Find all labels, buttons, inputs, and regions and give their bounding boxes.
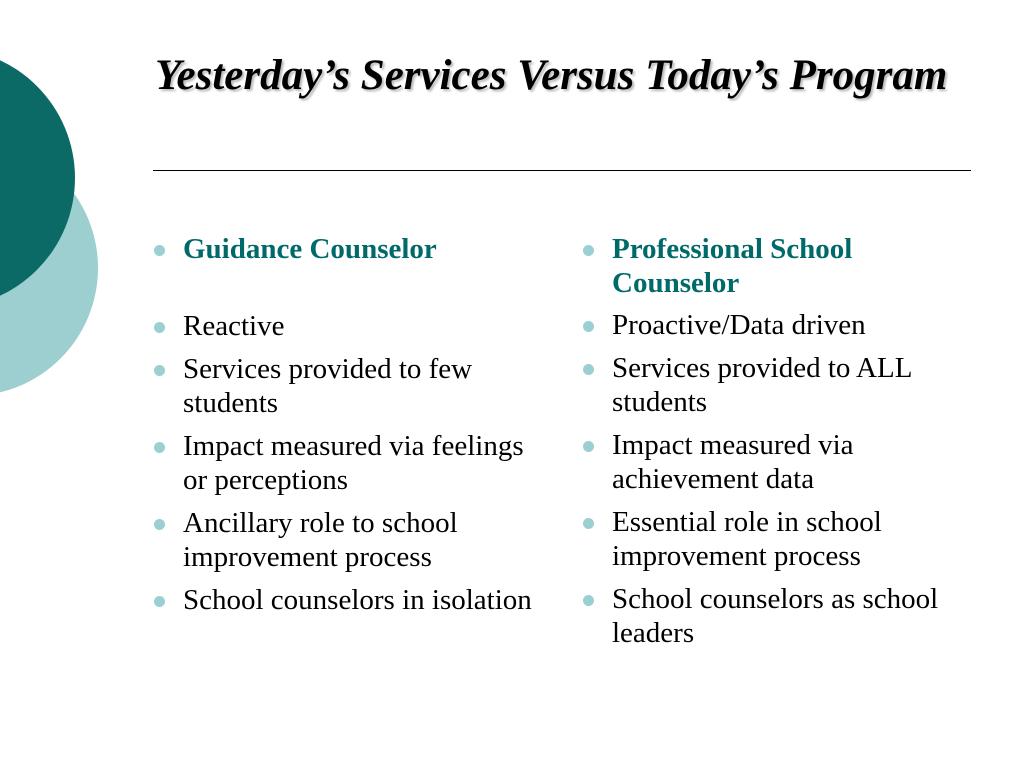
slide-title: Yesterday’s Services Versus Today’s Program [155,52,948,99]
list-item [583,505,963,573]
list-item [154,309,554,343]
bullet-icon [583,595,594,606]
list-item-text: Proactive/Data driven [612,309,866,341]
left-column-heading [154,232,554,266]
bullet-icon [154,442,165,453]
list-item-text: Impact measured via feelings or perceptions [183,430,524,496]
left-column-list [154,232,554,626]
list-item [583,351,963,419]
bullet-icon [583,321,594,332]
bullet-icon [154,365,165,376]
title-underline [153,170,971,171]
list-item [583,428,963,496]
list-item-text: Services provided to ALL students [612,352,912,418]
list-item [154,583,554,617]
bullet-icon [154,245,165,256]
bullet-icon [583,518,594,529]
right-heading-text: Professional School Counselor [612,233,853,299]
list-item-text: Services provided to few students [183,353,473,419]
list-item-text: School counselors in isolation [183,584,532,616]
bullet-icon [154,519,165,530]
list-item [154,429,554,497]
list-item-text: Impact measured via achievement data [612,429,854,495]
decorative-circles [0,0,110,420]
bullet-icon [583,441,594,452]
list-item [154,352,554,420]
bullet-icon [583,245,594,256]
right-column-heading [583,232,963,300]
list-item-text: School counselors as school leaders [612,583,939,649]
list-item-text: Ancillary role to school improvement process [183,507,458,573]
list-item [583,582,963,650]
list-item-text: Essential role in school improvement process [612,506,882,572]
list-item-text: Reactive [183,310,285,342]
bullet-icon [154,596,165,607]
list-item [583,308,963,342]
left-heading-text: Guidance Counselor [183,233,437,265]
bullet-icon [583,364,594,375]
bullet-icon [154,322,165,333]
list-item [154,506,554,574]
right-column-list [583,232,963,659]
